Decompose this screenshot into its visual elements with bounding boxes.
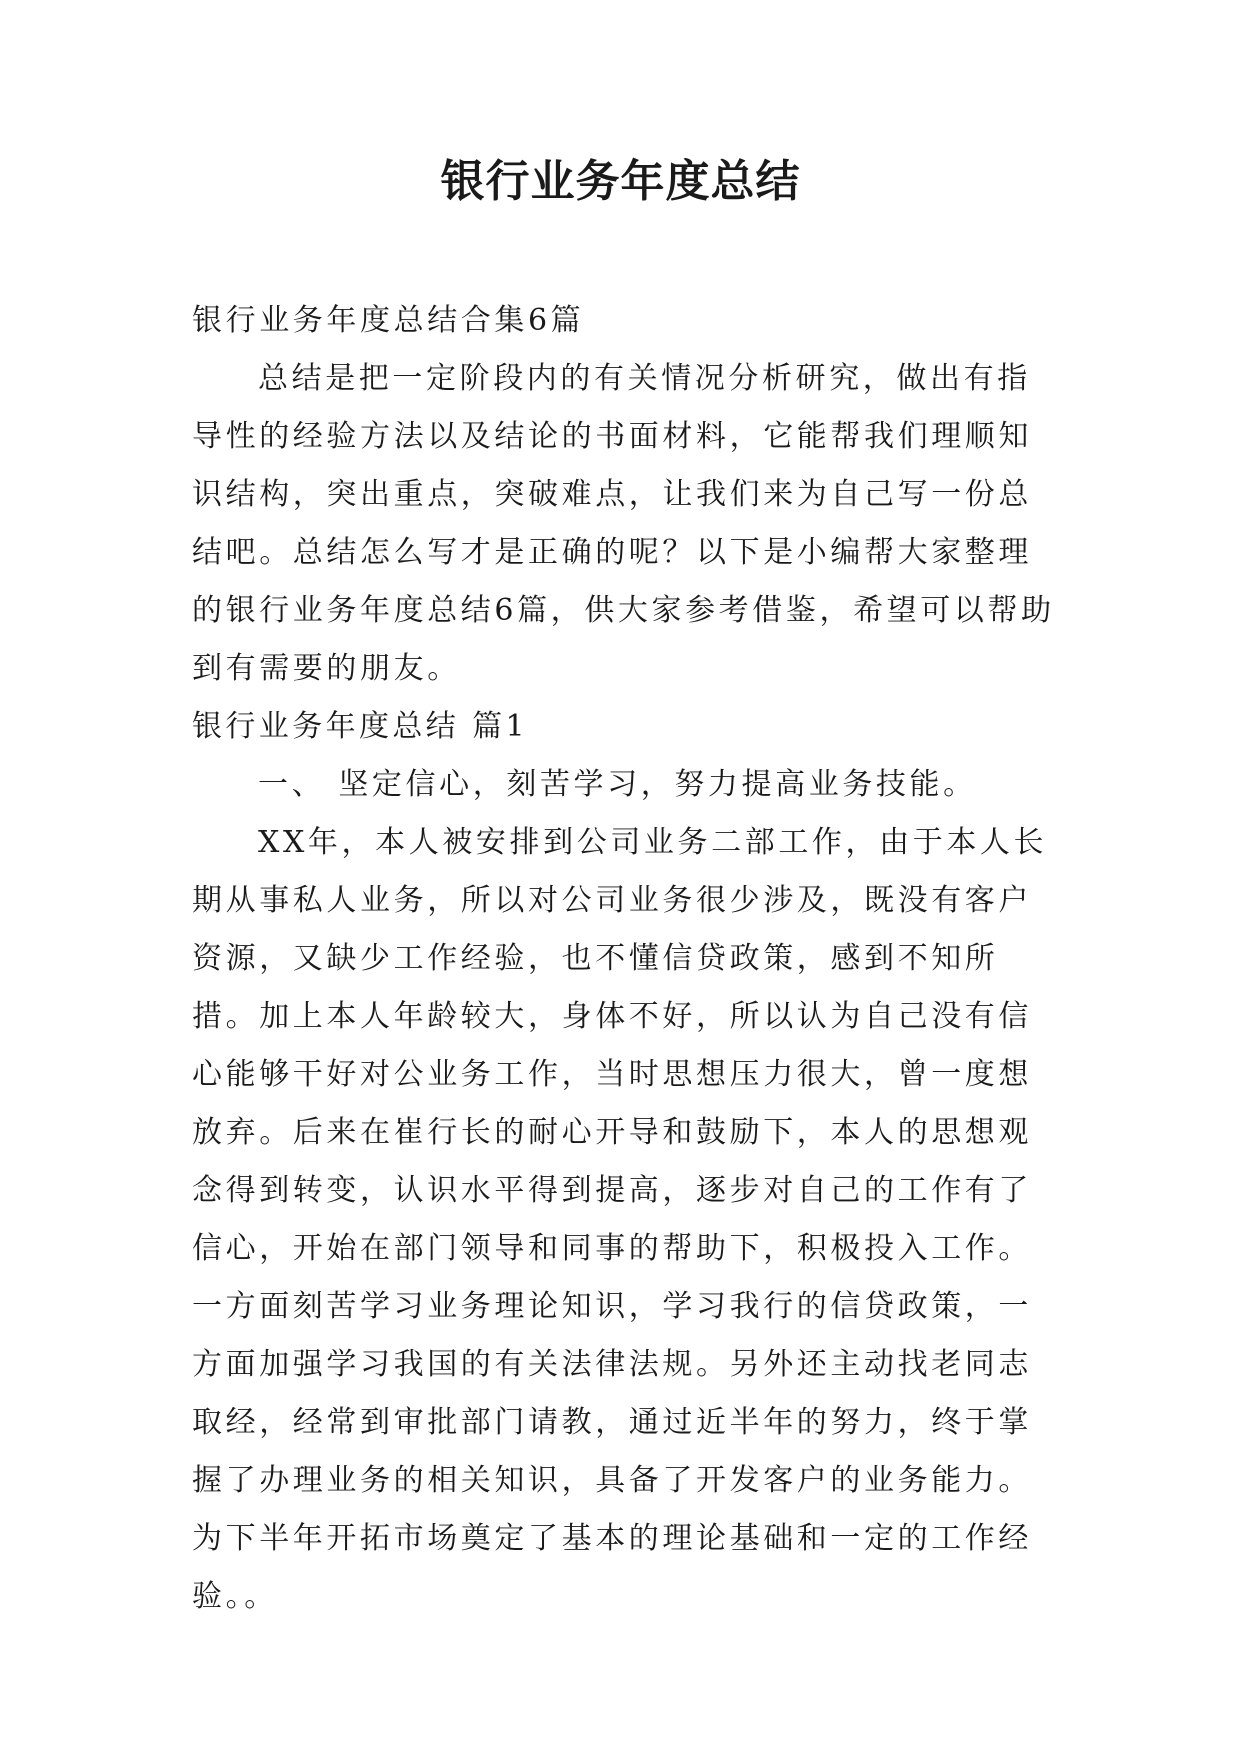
point-heading: 一、 坚定信心，刻苦学习，努力提高业务技能。 xyxy=(258,767,977,802)
intro-paragraph: 总结是把一定阶段内的有关情况分析研究，做出有指导性的经验方法以及结论的书面材料，它能帮我们理顺知识结构，突出重点，突破难点，让我们来为自己写一份总结吧。总结怎么写才是正确的呢？以下是小编帮大家整理的银行业务年度总结6篇，供大家参考借鉴，希望可以帮助到有需要的朋友。 xyxy=(192,361,1055,686)
body-paragraph: XX年，本人被安排到公司业务二部工作，由于本人长期从事私人业务，所以对公司业务很少涉及，既没有客户资源，又缺少工作经验，也不懂信贷政策，感到不知所措。加上本人年龄较大，身体不好，所以认为自己没有信心能够干好对公业务工作，当时思想压力很大，曾一度想放弃。后来在崔行长的耐心开导和鼓励下，本人的思想观念得到转变，认识水平得到提高，逐步对自己的工作有了信心，开始在部门领导和同事的帮助下，积极投入工作。一方面刻苦学习业务理论知识，学习我行的信贷政策，一方面加强学习我国的有关法律法规。另外还主动找老同志取经，经常到审批部门请教，通过近半年的努力，终于掌握了办理业务的相关知识，具备了开发客户的业务能力。为下半年开拓市场奠定了基本的理论基础和一定的工作经验。。 xyxy=(192,825,1048,1614)
section-heading: 银行业务年度总结 篇1 xyxy=(192,709,529,744)
collection-subtitle: 银行业务年度总结合集6篇 xyxy=(192,303,585,338)
document-title: 银行业务年度总结 xyxy=(440,156,801,207)
document-body xyxy=(192,292,1062,1626)
